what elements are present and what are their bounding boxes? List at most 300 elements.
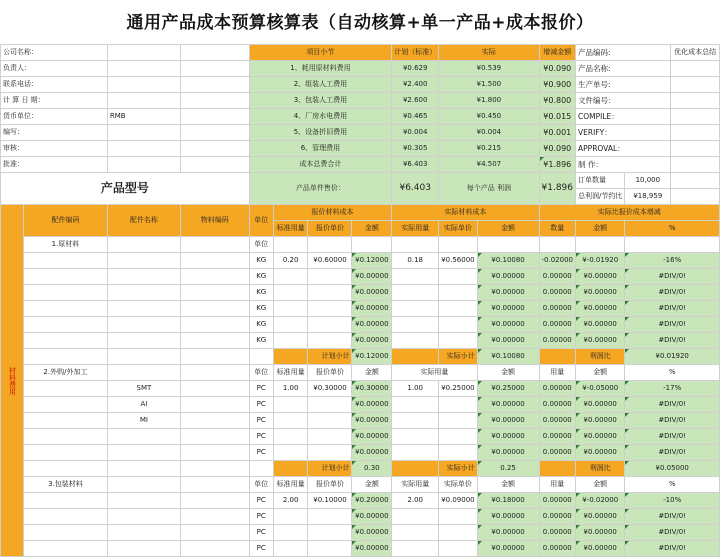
part-code[interactable]	[24, 445, 108, 461]
actual-amount[interactable]: ¥0.00000	[477, 397, 539, 413]
blank[interactable]	[107, 461, 180, 477]
header-material-code[interactable]: 物料编码	[180, 205, 249, 237]
unit[interactable]: PC	[249, 525, 273, 541]
section-header[interactable]: 用量	[539, 477, 576, 493]
right-label[interactable]: COMPILE：	[576, 109, 671, 125]
blank[interactable]	[308, 237, 352, 253]
cost-item-actual[interactable]: ¥1.800	[439, 93, 539, 109]
std-qty[interactable]: 0.20	[273, 253, 308, 269]
diff-percent[interactable]: #DIV/0!	[625, 397, 720, 413]
actual-subtotal-label[interactable]: 实际小计	[439, 349, 477, 365]
quote-price[interactable]: ¥0.10000	[308, 493, 352, 509]
part-name[interactable]	[107, 285, 180, 301]
subheader[interactable]: 实际单价	[439, 221, 477, 237]
quote-price[interactable]	[308, 301, 352, 317]
actual-price[interactable]	[439, 509, 477, 525]
unit[interactable]: KG	[249, 285, 273, 301]
std-qty[interactable]	[273, 429, 308, 445]
diff-qty[interactable]: 0.00000	[539, 269, 576, 285]
diff-amount[interactable]: ¥0.00000	[576, 317, 625, 333]
diff-amount[interactable]: ¥-0.01920	[576, 253, 625, 269]
part-name[interactable]	[107, 301, 180, 317]
unit-price-value[interactable]: ¥6.403	[392, 173, 439, 205]
total-value[interactable]: ¥18,959	[625, 189, 671, 205]
section-header[interactable]: 金额	[576, 477, 625, 493]
actual-price[interactable]	[439, 269, 477, 285]
diff-qty[interactable]: 0.00000	[539, 317, 576, 333]
diff-percent[interactable]: #DIV/0!	[625, 509, 720, 525]
header-unit[interactable]: 单位	[249, 205, 273, 237]
quote-amount[interactable]: ¥0.00000	[352, 541, 392, 557]
part-name[interactable]	[107, 493, 180, 509]
unit[interactable]: KG	[249, 333, 273, 349]
info-label[interactable]: 计 算 日 期：	[1, 93, 108, 109]
actual-qty[interactable]: 2.00	[392, 493, 439, 509]
info-blank[interactable]	[180, 93, 249, 109]
info-label[interactable]: 批准：	[1, 157, 108, 173]
info-value[interactable]	[107, 93, 180, 109]
cost-item-plan[interactable]: ¥6.403	[392, 157, 439, 173]
actual-qty[interactable]	[392, 525, 439, 541]
right-blank[interactable]	[671, 157, 720, 173]
part-name[interactable]	[107, 317, 180, 333]
col-header-actual[interactable]: 实际	[439, 45, 539, 61]
section-header[interactable]: 标准用量	[273, 365, 308, 381]
diff-percent[interactable]: -10%	[625, 493, 720, 509]
material-code[interactable]	[180, 493, 249, 509]
cost-item-diff[interactable]: ¥1.896	[539, 157, 576, 173]
ratio-label[interactable]: 利润比	[576, 461, 625, 477]
quote-price[interactable]: ¥0.30000	[308, 381, 352, 397]
right-blank[interactable]	[671, 77, 720, 93]
header-diff[interactable]: 实际比报价成本增减	[539, 205, 719, 221]
cost-item-name[interactable]: 2、组装人工费用	[249, 77, 392, 93]
material-code[interactable]	[180, 413, 249, 429]
actual-amount[interactable]: ¥0.00000	[477, 285, 539, 301]
cost-item-actual[interactable]: ¥0.215	[439, 141, 539, 157]
std-qty[interactable]	[273, 509, 308, 525]
unit[interactable]: PC	[249, 541, 273, 557]
actual-amount[interactable]: ¥0.10080	[477, 253, 539, 269]
blank[interactable]	[107, 477, 180, 493]
right-blank[interactable]	[671, 109, 720, 125]
blank[interactable]	[249, 461, 273, 477]
right-label[interactable]: 生产单号:	[576, 77, 671, 93]
subheader[interactable]: %	[625, 221, 720, 237]
part-code[interactable]	[24, 429, 108, 445]
plan-subtotal-label[interactable]: 计划小计	[308, 349, 352, 365]
diff-amount[interactable]: ¥0.00000	[576, 285, 625, 301]
order-qty-value[interactable]: 10,000	[625, 173, 671, 189]
part-code[interactable]	[24, 541, 108, 557]
part-name[interactable]	[107, 253, 180, 269]
actual-qty[interactable]	[392, 333, 439, 349]
unit[interactable]: PC	[249, 493, 273, 509]
blank[interactable]	[273, 237, 308, 253]
unit[interactable]: PC	[249, 397, 273, 413]
section-header[interactable]: 实际用量	[392, 365, 477, 381]
diff-amount[interactable]: ¥0.00000	[576, 397, 625, 413]
blank[interactable]	[180, 349, 249, 365]
right-label[interactable]: VERIFY：	[576, 125, 671, 141]
part-name[interactable]	[107, 269, 180, 285]
section-header[interactable]: 标准用量	[273, 477, 308, 493]
diff-amount[interactable]: ¥0.00000	[576, 445, 625, 461]
blank[interactable]	[539, 237, 576, 253]
blank[interactable]	[392, 349, 439, 365]
actual-price[interactable]: ¥0.25000	[439, 381, 477, 397]
info-blank[interactable]	[180, 109, 249, 125]
diff-qty[interactable]: 0.00000	[539, 413, 576, 429]
actual-price[interactable]	[439, 445, 477, 461]
part-code[interactable]	[24, 397, 108, 413]
part-code[interactable]	[24, 525, 108, 541]
info-label[interactable]: 审核：	[1, 141, 108, 157]
actual-price[interactable]	[439, 301, 477, 317]
cost-item-actual[interactable]: ¥0.539	[439, 61, 539, 77]
info-value[interactable]	[107, 141, 180, 157]
section-header[interactable]: %	[625, 365, 720, 381]
diff-amount[interactable]: ¥0.00000	[576, 301, 625, 317]
diff-qty[interactable]: 0.00000	[539, 525, 576, 541]
info-label[interactable]: 货币单位：	[1, 109, 108, 125]
cost-item-plan[interactable]: ¥2.600	[392, 93, 439, 109]
actual-qty[interactable]: 0.18	[392, 253, 439, 269]
quote-amount[interactable]: ¥0.20000	[352, 493, 392, 509]
cost-item-plan[interactable]: ¥2.400	[392, 77, 439, 93]
cost-item-diff[interactable]: ¥0.090	[539, 141, 576, 157]
part-code[interactable]	[24, 333, 108, 349]
part-name[interactable]	[107, 509, 180, 525]
diff-amount[interactable]: ¥0.00000	[576, 333, 625, 349]
section-header[interactable]: 金额	[477, 365, 539, 381]
material-code[interactable]	[180, 525, 249, 541]
unit[interactable]: PC	[249, 413, 273, 429]
blank[interactable]	[107, 365, 180, 381]
quote-amount[interactable]: ¥0.00000	[352, 509, 392, 525]
blank[interactable]	[576, 237, 625, 253]
part-name[interactable]	[107, 333, 180, 349]
actual-qty[interactable]	[392, 509, 439, 525]
actual-price[interactable]	[439, 429, 477, 445]
actual-qty[interactable]	[392, 285, 439, 301]
unit[interactable]: 单位	[249, 237, 273, 253]
blank[interactable]	[180, 237, 249, 253]
material-code[interactable]	[180, 285, 249, 301]
info-value[interactable]	[107, 61, 180, 77]
diff-amount[interactable]: ¥0.00000	[576, 269, 625, 285]
plan-subtotal[interactable]: ¥0.12000	[352, 349, 392, 365]
cost-item-diff[interactable]: ¥0.015	[539, 109, 576, 125]
actual-price[interactable]	[439, 397, 477, 413]
blank[interactable]	[24, 349, 108, 365]
actual-amount[interactable]: ¥0.00000	[477, 317, 539, 333]
diff-qty[interactable]: 0.00000	[539, 429, 576, 445]
blank[interactable]	[539, 349, 576, 365]
actual-amount[interactable]: ¥0.25000	[477, 381, 539, 397]
quote-price[interactable]	[308, 541, 352, 557]
unit[interactable]: PC	[249, 429, 273, 445]
section-header[interactable]: 金额	[352, 477, 392, 493]
blank[interactable]	[107, 237, 180, 253]
right-label[interactable]: 产品名称:	[576, 61, 671, 77]
ratio-value[interactable]: ¥0.05000	[625, 461, 720, 477]
diff-amount[interactable]: ¥0.00000	[576, 429, 625, 445]
ratio-value[interactable]: ¥0.01920	[625, 349, 720, 365]
std-qty[interactable]	[273, 269, 308, 285]
diff-qty[interactable]: 0.00000	[539, 285, 576, 301]
blank[interactable]	[439, 237, 477, 253]
info-blank[interactable]	[180, 157, 249, 173]
quote-amount[interactable]: ¥0.00000	[352, 285, 392, 301]
cost-item-diff[interactable]: ¥0.900	[539, 77, 576, 93]
right-blank[interactable]	[671, 141, 720, 157]
diff-amount[interactable]: ¥0.00000	[576, 413, 625, 429]
cost-item-diff[interactable]: ¥0.800	[539, 93, 576, 109]
diff-amount[interactable]: ¥-0.02000	[576, 493, 625, 509]
actual-price[interactable]	[439, 285, 477, 301]
right-label[interactable]: 制 作：	[576, 157, 671, 173]
subheader[interactable]: 实际用量	[392, 221, 439, 237]
blank[interactable]: 1.原材料	[24, 237, 108, 253]
quote-price[interactable]	[308, 269, 352, 285]
section-header[interactable]: 实际单价	[439, 477, 477, 493]
diff-qty[interactable]: 0.00000	[539, 381, 576, 397]
quote-price[interactable]	[308, 445, 352, 461]
quote-amount[interactable]: ¥0.00000	[352, 397, 392, 413]
section-header[interactable]: 报价单价	[308, 477, 352, 493]
blank[interactable]	[24, 461, 108, 477]
section-header[interactable]: 用量	[539, 365, 576, 381]
quote-amount[interactable]: ¥0.00000	[352, 413, 392, 429]
part-name[interactable]: SMT	[107, 381, 180, 397]
blank[interactable]	[273, 461, 308, 477]
diff-amount[interactable]: ¥-0.05000	[576, 381, 625, 397]
part-name[interactable]: AI	[107, 397, 180, 413]
actual-qty[interactable]: 1.00	[392, 381, 439, 397]
diff-qty[interactable]: 0.00000	[539, 541, 576, 557]
blank[interactable]	[625, 237, 720, 253]
diff-qty[interactable]: 0.00000	[539, 509, 576, 525]
part-name[interactable]	[107, 525, 180, 541]
right-label[interactable]: 产品编码:	[576, 45, 671, 61]
part-code[interactable]	[24, 509, 108, 525]
diff-percent[interactable]: #DIV/0!	[625, 285, 720, 301]
diff-qty[interactable]: 0.00000	[539, 333, 576, 349]
std-qty[interactable]	[273, 413, 308, 429]
info-blank[interactable]	[180, 125, 249, 141]
diff-percent[interactable]: -17%	[625, 381, 720, 397]
cost-item-plan[interactable]: ¥0.305	[392, 141, 439, 157]
diff-percent[interactable]: #DIV/0!	[625, 445, 720, 461]
actual-amount[interactable]: ¥0.00000	[477, 541, 539, 557]
quote-price[interactable]: ¥0.60000	[308, 253, 352, 269]
std-qty[interactable]	[273, 301, 308, 317]
part-name[interactable]	[107, 541, 180, 557]
info-value[interactable]	[107, 157, 180, 173]
section-header[interactable]: 金额	[576, 365, 625, 381]
col-header-diff[interactable]: 增减金额	[539, 45, 576, 61]
blank[interactable]	[180, 365, 249, 381]
cost-item-actual[interactable]: ¥0.450	[439, 109, 539, 125]
diff-percent[interactable]: #DIV/0!	[625, 413, 720, 429]
std-qty[interactable]	[273, 397, 308, 413]
side-note[interactable]: 优化成本总结	[671, 45, 720, 61]
diff-amount[interactable]: ¥0.00000	[576, 541, 625, 557]
part-name[interactable]	[107, 445, 180, 461]
section-header[interactable]: 实际用量	[392, 477, 439, 493]
header-part-name[interactable]: 配件名称	[107, 205, 180, 237]
blank[interactable]	[180, 461, 249, 477]
quote-amount[interactable]: ¥0.00000	[352, 317, 392, 333]
actual-amount[interactable]: ¥0.00000	[477, 269, 539, 285]
section-header[interactable]: 报价单价	[308, 365, 352, 381]
actual-price[interactable]	[439, 317, 477, 333]
info-value[interactable]: RMB	[107, 109, 180, 125]
unit[interactable]: PC	[249, 445, 273, 461]
diff-percent[interactable]: #DIV/0!	[625, 333, 720, 349]
info-blank[interactable]	[180, 141, 249, 157]
part-code[interactable]	[24, 413, 108, 429]
cost-item-plan[interactable]: ¥0.465	[392, 109, 439, 125]
section-header[interactable]: %	[625, 477, 720, 493]
material-code[interactable]	[180, 397, 249, 413]
cost-item-name[interactable]: 5、设备折旧费用	[249, 125, 392, 141]
info-label[interactable]: 负责人：	[1, 61, 108, 77]
actual-price[interactable]: ¥0.09000	[439, 493, 477, 509]
actual-price[interactable]	[439, 525, 477, 541]
subheader[interactable]: 标准用量	[273, 221, 308, 237]
material-code[interactable]	[180, 445, 249, 461]
info-value[interactable]	[107, 45, 180, 61]
diff-percent[interactable]: #DIV/0!	[625, 429, 720, 445]
part-code[interactable]	[24, 301, 108, 317]
part-code[interactable]	[24, 253, 108, 269]
cost-item-name[interactable]: 成本总费合计	[249, 157, 392, 173]
info-label[interactable]: 公司名称：	[1, 45, 108, 61]
section-name[interactable]: 3.包装材料	[24, 477, 108, 493]
blank[interactable]	[107, 349, 180, 365]
unit[interactable]: KG	[249, 269, 273, 285]
quote-price[interactable]	[308, 317, 352, 333]
unit[interactable]: KG	[249, 253, 273, 269]
material-code[interactable]	[180, 381, 249, 397]
subheader[interactable]: 金额	[576, 221, 625, 237]
blank[interactable]	[539, 461, 576, 477]
actual-qty[interactable]	[392, 301, 439, 317]
cost-item-diff[interactable]: ¥0.090	[539, 61, 576, 77]
material-code[interactable]	[180, 509, 249, 525]
unit[interactable]: PC	[249, 509, 273, 525]
blank[interactable]	[273, 349, 308, 365]
ratio-label[interactable]: 利润比	[576, 349, 625, 365]
material-code[interactable]	[180, 301, 249, 317]
section-header[interactable]: 单位	[249, 365, 273, 381]
cost-item-name[interactable]: 3、包装人工费用	[249, 93, 392, 109]
subheader[interactable]: 金额	[477, 221, 539, 237]
section-header[interactable]: 金额	[477, 477, 539, 493]
quote-amount[interactable]: ¥0.30000	[352, 381, 392, 397]
product-model[interactable]: 产品型号	[1, 173, 250, 205]
actual-amount[interactable]: ¥0.00000	[477, 509, 539, 525]
info-value[interactable]	[107, 125, 180, 141]
part-name[interactable]	[107, 429, 180, 445]
quote-amount[interactable]: ¥0.00000	[352, 301, 392, 317]
plan-subtotal-label[interactable]: 计划小计	[308, 461, 352, 477]
actual-subtotal[interactable]: ¥0.10080	[477, 349, 539, 365]
quote-price[interactable]	[308, 413, 352, 429]
material-code[interactable]	[180, 541, 249, 557]
actual-qty[interactable]	[392, 413, 439, 429]
std-qty[interactable]	[273, 333, 308, 349]
quote-amount[interactable]: ¥0.12000	[352, 253, 392, 269]
info-value[interactable]	[107, 77, 180, 93]
cost-item-actual[interactable]: ¥0.004	[439, 125, 539, 141]
material-code[interactable]	[180, 317, 249, 333]
actual-amount[interactable]: ¥0.00000	[477, 333, 539, 349]
quote-price[interactable]	[308, 285, 352, 301]
quote-price[interactable]	[308, 509, 352, 525]
quote-price[interactable]	[308, 429, 352, 445]
diff-percent[interactable]: #DIV/0!	[625, 301, 720, 317]
material-code[interactable]	[180, 253, 249, 269]
diff-qty[interactable]: 0.00000	[539, 445, 576, 461]
header-part-code[interactable]: 配件编码	[24, 205, 108, 237]
actual-qty[interactable]	[392, 397, 439, 413]
side-label[interactable]: 材料费用	[1, 205, 24, 557]
cost-item-actual[interactable]: ¥4.507	[439, 157, 539, 173]
blank[interactable]	[392, 237, 439, 253]
quote-price[interactable]	[308, 333, 352, 349]
actual-amount[interactable]: ¥0.00000	[477, 525, 539, 541]
diff-qty[interactable]: 0.00000	[539, 301, 576, 317]
unit[interactable]: KG	[249, 301, 273, 317]
right-blank[interactable]	[671, 93, 720, 109]
subheader[interactable]: 报价单价	[308, 221, 352, 237]
actual-qty[interactable]	[392, 429, 439, 445]
diff-amount[interactable]: ¥0.00000	[576, 525, 625, 541]
actual-amount[interactable]: ¥0.00000	[477, 413, 539, 429]
diff-percent[interactable]: #DIV/0!	[625, 317, 720, 333]
cost-item-name[interactable]: 4、厂房水电费用	[249, 109, 392, 125]
quote-price[interactable]	[308, 397, 352, 413]
header-quote-cost[interactable]: 报价材料成本	[273, 205, 391, 221]
blank[interactable]	[180, 477, 249, 493]
diff-percent[interactable]: #DIV/0!	[625, 541, 720, 557]
quote-price[interactable]	[308, 525, 352, 541]
info-blank[interactable]	[180, 61, 249, 77]
actual-price[interactable]: ¥0.56000	[439, 253, 477, 269]
diff-percent[interactable]: #DIV/0!	[625, 269, 720, 285]
info-blank[interactable]	[180, 77, 249, 93]
actual-price[interactable]	[439, 541, 477, 557]
right-blank[interactable]	[671, 189, 720, 205]
blank[interactable]	[477, 237, 539, 253]
section-header[interactable]: 单位	[249, 477, 273, 493]
quote-amount[interactable]: ¥0.00000	[352, 269, 392, 285]
std-qty[interactable]	[273, 317, 308, 333]
col-header-item[interactable]: 项目小节	[249, 45, 392, 61]
actual-amount[interactable]: ¥0.18000	[477, 493, 539, 509]
total-label[interactable]: 总利润/节约比	[576, 189, 625, 205]
info-blank[interactable]	[180, 45, 249, 61]
part-code[interactable]	[24, 269, 108, 285]
cost-item-name[interactable]: 6、管理费用	[249, 141, 392, 157]
part-code[interactable]	[24, 493, 108, 509]
actual-amount[interactable]: ¥0.00000	[477, 429, 539, 445]
plan-subtotal[interactable]: 0.30	[352, 461, 392, 477]
section-name[interactable]: 2.外购/外加工	[24, 365, 108, 381]
